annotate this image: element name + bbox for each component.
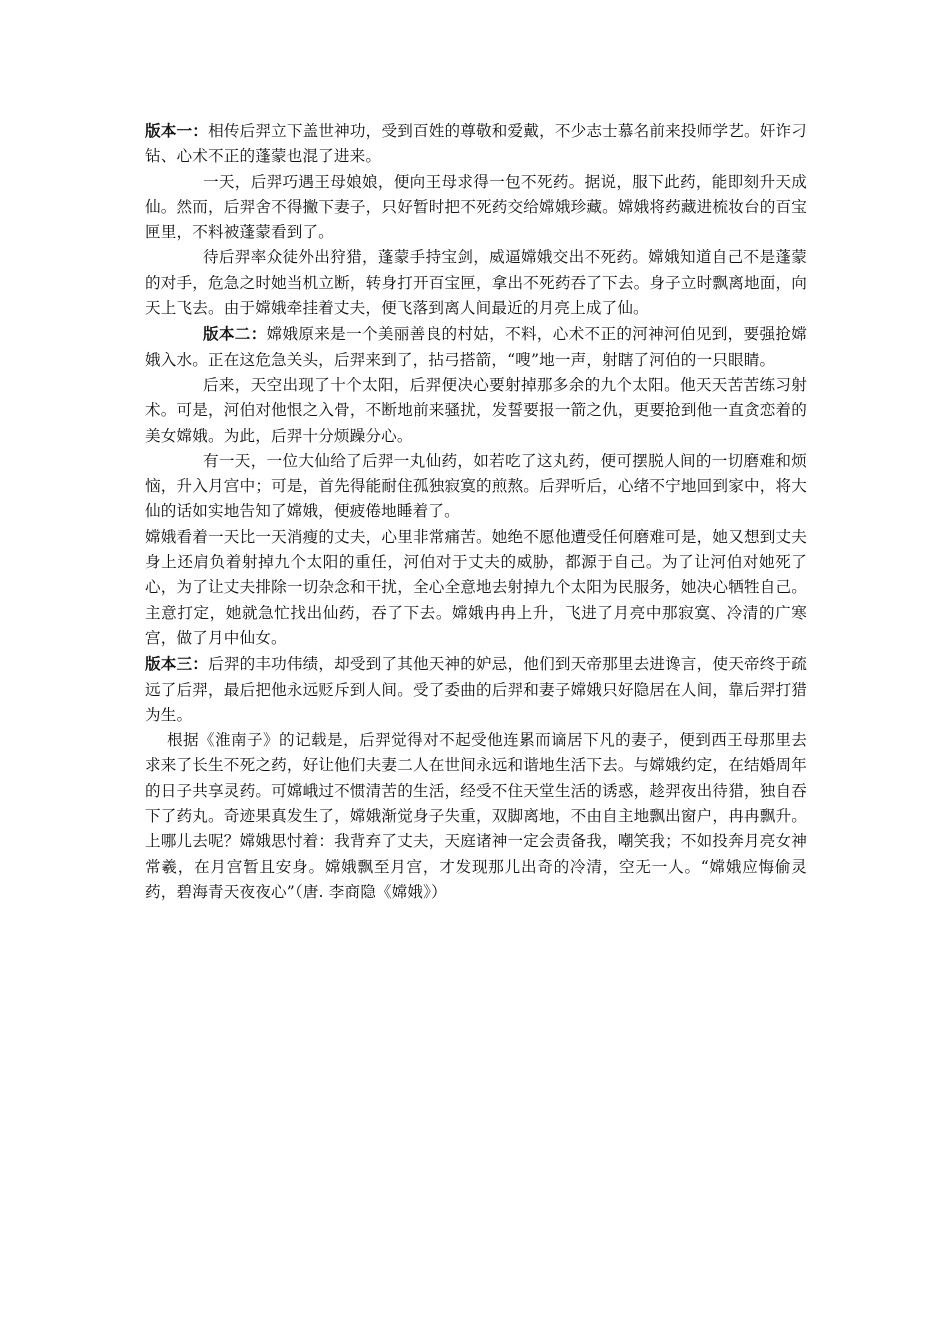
version-three-label: 版本三： xyxy=(145,654,209,674)
version-one-paragraph-2: 一天，后羿巧遇王母娘娘，便向王母求得一包不死药。据说，服下此药，能即刻升天成仙。然而，后羿舍不得撇下妻子，只好暂时把不死药交给嫦娥珍藏。嫦娥将药藏进梳妆台的百宝匣里，不料被蓬蒙看到了。 xyxy=(145,172,807,242)
document-body xyxy=(145,118,807,905)
version-two-intro xyxy=(145,321,807,373)
version-three-text: 后羿的丰功伟绩，却受到了其他天神的妒忌，他们到天帝那里去进谗言，使天帝终于疏远了后羿，最后把他永远贬斥到人间。受了委曲的后羿和妻子嫦娥只好隐居在人间，靠后羿打猎为生。 xyxy=(145,655,808,724)
version-one-paragraph-3: 待后羿率众徒外出狩猎，蓬蒙手持宝剑，威逼嫦娥交出不死药。嫦娥知道自己不是蓬蒙的对手，危急之时她当机立断，转身打开百宝匣，拿出不死药吞了下去。身子立时飘离地面，向天上飞去。由于嫦娥牵挂着丈夫，便飞落到离人间最近的月亮上成了仙。 xyxy=(145,248,807,318)
version-three-paragraph-2: 根据《淮南子》的记载是，后羿觉得对不起受他连累而谪居下凡的妻子，便到西王母那里去求来了长生不死之药，好让他们夫妻二人在世间永远和谐地生活下去。与嫦娥约定，在结婚周年的日子共享灵药。可嫦峨过不惯清苦的生活，经受不住天堂生活的诱惑，趁羿夜出待猎，独自吞下了药丸。奇迹果真发生了，嫦娥渐觉身子失重，双脚离地，不由自主地飘出窗户，冉冉飘升。上哪儿去呢？嫦娥思忖着：我背弃了丈夫，天庭诸神一定会责备我，嘲笑我；不如投奔月亮女神常羲，在月宫暂且安身。嫦娥飘至月宫，才发现那儿出奇的冷清，空无一人。“嫦娥应悔偷灵药，碧海青天夜夜心”（唐. 李商隐《嫦娥》） xyxy=(145,731,807,901)
version-one-text: 相传后羿立下盖世神功，受到百姓的尊敬和爱戴，不少志士慕名前来投师学艺。奸诈刁钻、心术不正的蓬蒙也混了进来。 xyxy=(145,122,808,166)
version-two-text: 嫦娥原来是一个美丽善良的村姑，不料，心术不正的河神河伯见到，要强抢嫦娥入水。正在这危急关头，后羿来到了，拈弓搭箭，“嗖”地一声，射瞎了河伯的一只眼睛。 xyxy=(145,325,807,369)
version-two-paragraph-4: 嫦娥看着一天比一天消瘦的丈夫，心里非常痛苦。她绝不愿他遭受任何磨难可是，她又想到丈夫身上还肩负着射掉九个太阳的重任，河伯对于丈夫的威胁，都源于自己。为了让河伯对她死了心，为了让丈夫排除一切杂念和干扰，全心全意地去射掉九个太阳为民服务，她决心牺牲自己。主意打定，她就急忙找出仙药，吞了下去。嫦娥冉冉上升，飞进了月亮中那寂寞、冷清的广寒宫，做了月中仙女。 xyxy=(145,527,807,647)
version-two-paragraph-3: 有一天，一位大仙给了后羿一丸仙药，如若吃了这丸药，便可摆脱人间的一切磨难和烦恼，升入月宫中；可是，首先得能耐住孤独寂寞的煎熬。后羿听后，心绪不宁地回到家中，将大仙的话如实地告知了嫦娥，便疲倦地睡着了。 xyxy=(145,451,807,521)
version-two-label: 版本二： xyxy=(203,324,267,344)
version-two-paragraph-2: 后来，天空出现了十个太阳，后羿便决心要射掉那多余的九个太阳。他天天苦苦练习射术。可是，河伯对他恨之入骨，不断地前来骚扰，发誓要报一箭之仇，更要抢到他一直贪恋着的美女嫦娥。为此，后羿十分烦躁分心。 xyxy=(145,375,807,445)
version-three-intro xyxy=(145,651,807,728)
version-one-label: 版本一： xyxy=(145,121,209,140)
version-one-intro xyxy=(145,118,807,170)
